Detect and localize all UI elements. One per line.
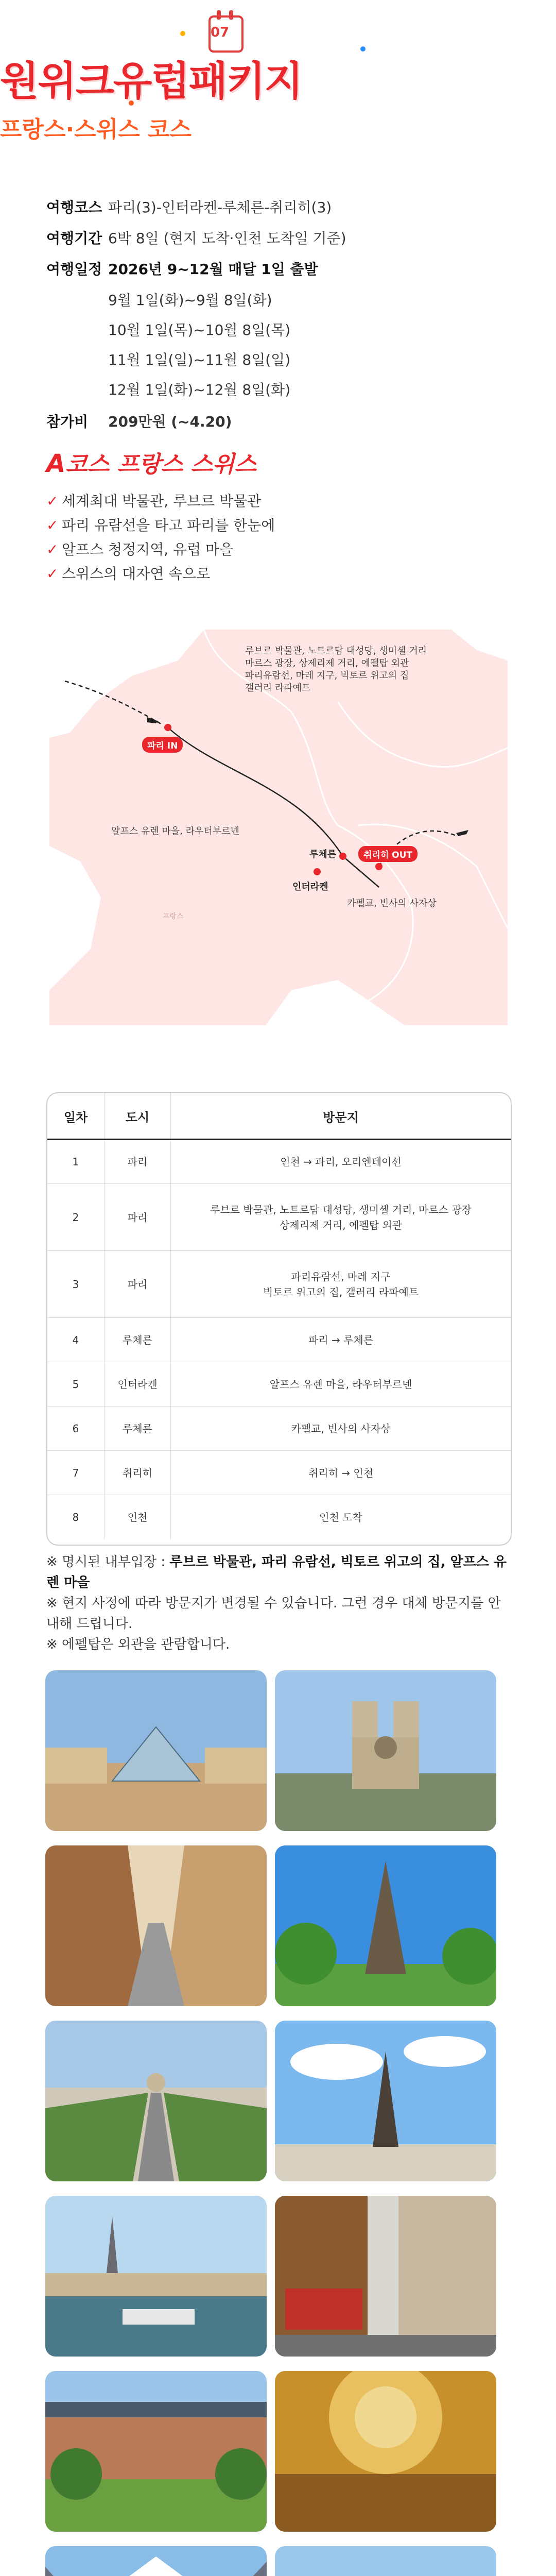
price-label: 참가비 (46, 413, 89, 430)
check-icon: ✓ (46, 565, 59, 582)
paris-description (245, 645, 487, 694)
info-schedule-row (46, 260, 510, 279)
info-period-row (46, 229, 510, 248)
table-row (47, 1140, 511, 1184)
cell-day: 5 (47, 1362, 105, 1406)
feature-text: 알프스 청정지역, 유럽 마을 (62, 541, 234, 558)
cell-visit (171, 1184, 511, 1251)
lucerne-label: 루체른 (309, 849, 337, 860)
note-eiffel: ※ 에펠탑은 외관을 관람합니다. (46, 1637, 230, 1652)
cell-city: 파리 (105, 1184, 171, 1251)
cell-visit (171, 1495, 511, 1539)
alps-valley-photo (45, 2546, 267, 2576)
visit-line: 카펠교, 빈사의 사자상 (291, 1422, 391, 1435)
eiffel-tower-plaza-photo (275, 2021, 496, 2181)
interlaken-description: 알프스 유렌 마을, 라우터부르넨 (111, 826, 239, 837)
visit-line: 알프스 유렌 마을, 라우터부르넨 (269, 1378, 412, 1391)
period-value: 6박 8일 (현지 도착·인천 도착일 기준) (108, 230, 346, 247)
table-row (47, 1495, 511, 1539)
cell-day: 8 (47, 1495, 105, 1539)
check-icon: ✓ (46, 493, 59, 510)
visit-line: 인천 → 파리, 오리엔테이션 (280, 1156, 402, 1168)
paris-in-tag: 파리 IN (142, 737, 183, 753)
paris-desc-line: 갤러리 라파예트 (245, 683, 311, 693)
cell-visit (171, 1362, 511, 1406)
paris-desc-line: 마르스 광장, 상제리제 거리, 에펠탑 외관 (245, 658, 409, 669)
zurich-out-tag: 취리히 OUT (358, 846, 418, 862)
lucerne-description: 카펠교, 빈사의 사자상 (347, 898, 437, 909)
course-value: 파리(3)-인터라켄-루체른-취리히(3) (108, 199, 332, 216)
cell-day: 3 (47, 1251, 105, 1318)
schedule-label: 여행일정 (46, 261, 102, 278)
cell-city: 루체른 (105, 1318, 171, 1362)
header-day: 일차 (47, 1093, 105, 1140)
table-row (47, 1251, 511, 1318)
table-row (47, 1318, 511, 1362)
visit-line: 인천 도착 (319, 1511, 362, 1523)
cell-visit (171, 1318, 511, 1362)
visit-line: 상제리제 거리, 에펠탑 외관 (280, 1218, 402, 1231)
feature-item (46, 540, 407, 559)
place-des-vosges-photo (45, 2371, 267, 2532)
feature-text: 세계최대 박물관, 루브르 박물관 (62, 493, 262, 510)
eiffel-tower-photo (275, 1845, 496, 2006)
visit-line: 루브르 박물관, 노트르담 대성당, 생미셸 거리, 마르스 광장 (210, 1203, 472, 1216)
paris-desc-line: 파리유람선, 마레 지구, 빅토르 위고의 집 (245, 670, 409, 681)
schedule-value: 2026년 9~12월 매달 1일 출발 (108, 261, 318, 278)
feature-item (46, 492, 407, 511)
date-item: 12월 1일(화)~12월 8일(화) (108, 381, 291, 398)
course-label: 여행코스 (46, 199, 102, 216)
visit-line: 파리유람선, 마레 지구 (291, 1270, 391, 1283)
visit-line: 빅토르 위고의 집, 갤러리 라파예트 (263, 1285, 419, 1298)
badge-number: 07 (211, 25, 230, 40)
cell-visit (171, 1251, 511, 1318)
cell-city: 취리히 (105, 1451, 171, 1495)
cell-day: 1 (47, 1140, 105, 1184)
louvre-photo (45, 1670, 267, 1831)
table-row (47, 1362, 511, 1406)
header-city: 도시 (105, 1093, 171, 1140)
check-icon: ✓ (46, 517, 59, 534)
note-admission (46, 1552, 510, 1593)
decor-dot (180, 31, 185, 36)
period-label: 여행기간 (46, 230, 102, 247)
visit-line: 취리히 → 인천 (308, 1466, 374, 1479)
interlaken-label: 인터라켄 (292, 882, 328, 892)
feature-item (46, 516, 407, 535)
trip-info (46, 198, 510, 444)
feature-item (46, 565, 407, 583)
date-item: 11월 1일(일)~11월 8일(일) (108, 351, 291, 368)
cell-day: 6 (47, 1406, 105, 1451)
check-icon: ✓ (46, 541, 59, 558)
date-item: 9월 1일(화)~9월 8일(화) (108, 292, 272, 309)
table-header-row (47, 1093, 511, 1140)
cell-day: 2 (47, 1184, 105, 1251)
calendar-badge-icon (208, 15, 244, 53)
marais-street-photo (275, 2196, 496, 2357)
table-row (47, 1184, 511, 1251)
note-change: ※ 현지 사정에 따라 방문지가 변경될 수 있습니다. 그런 경우 대체 방문지를 안내해 드립니다. (46, 1596, 501, 1632)
visit-line: 파리 → 루체른 (308, 1333, 374, 1346)
cell-city: 인터라켄 (105, 1362, 171, 1406)
course-title (46, 446, 256, 479)
course-title-text: 코스 프랑스 스위스 (65, 451, 256, 478)
info-course-row (46, 198, 510, 217)
paris-street-photo (45, 1845, 267, 2006)
cell-city: 루체른 (105, 1406, 171, 1451)
note-prefix: ※ 명시된 내부입장 : (46, 1554, 170, 1570)
cell-day: 4 (47, 1318, 105, 1362)
table-row (47, 1406, 511, 1451)
paris-desc-line: 루브르 박물관, 노트르담 대성당, 생미셸 거리 (245, 646, 427, 656)
feature-text: 파리 유람선을 타고 파리를 한눈에 (62, 517, 275, 534)
table-row (47, 1451, 511, 1495)
cell-city: 인천 (105, 1495, 171, 1539)
cell-city: 파리 (105, 1251, 171, 1318)
feature-text: 스위스의 대자연 속으로 (62, 565, 211, 582)
cell-visit (171, 1406, 511, 1451)
course-letter: A (46, 449, 66, 478)
alpine-village-photo (275, 2546, 496, 2576)
seine-cruise-photo (45, 2196, 267, 2357)
cell-day: 7 (47, 1451, 105, 1495)
note-admission-list: 루브르 박물관, 파리 유람선, 빅토르 위고의 집, 알프스 유렌 마을 (46, 1554, 507, 1590)
page-subtitle: 프랑스·스위스 코스 (0, 116, 192, 143)
cell-visit (171, 1451, 511, 1495)
itinerary-table (46, 1092, 512, 1546)
champs-elysees-photo (45, 2021, 267, 2181)
date-list (108, 291, 510, 399)
route-map (49, 630, 508, 1025)
notes (46, 1552, 510, 1655)
info-price-row (46, 413, 510, 431)
cell-visit (171, 1140, 511, 1184)
price-value: 209만원 (~4.20) (108, 413, 232, 430)
galeries-lafayette-photo (275, 2371, 496, 2532)
country-label: 프랑스 (163, 912, 184, 921)
date-item: 10월 1일(목)~10월 8일(목) (108, 321, 291, 338)
cell-city: 파리 (105, 1140, 171, 1184)
page-title: 원위크유럽패키지 (0, 58, 302, 105)
header-visit: 방문지 (171, 1093, 511, 1140)
notre-dame-photo (275, 1670, 496, 1831)
